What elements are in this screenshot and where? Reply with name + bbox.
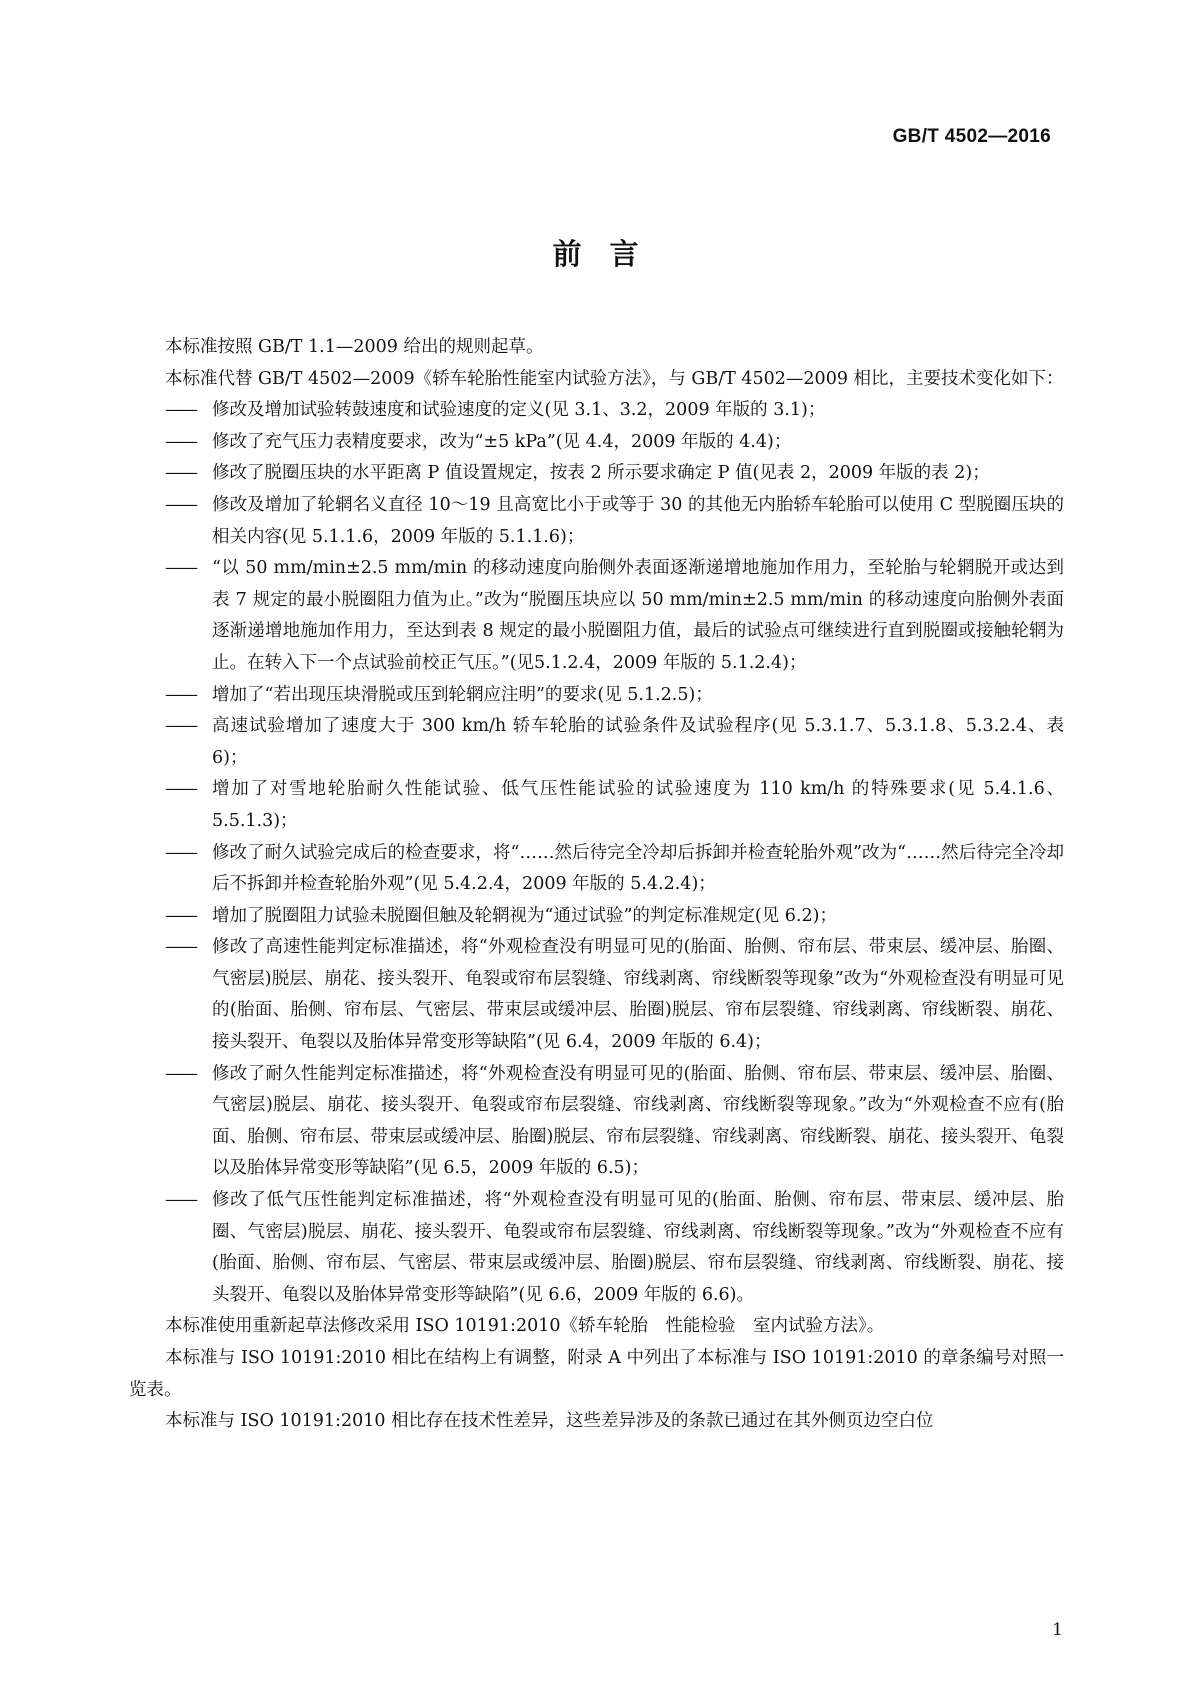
dash-marker: —— — [165, 463, 196, 484]
change-item — [129, 711, 1064, 774]
change-item — [129, 1185, 1064, 1311]
change-item — [129, 932, 1064, 1058]
change-item — [129, 774, 1064, 837]
dash-marker: —— — [165, 558, 196, 579]
document-body — [129, 332, 1064, 1438]
change-list — [129, 395, 1064, 1311]
change-item — [129, 1059, 1064, 1185]
change-item-text: “以 50 mm/min±2.5 mm/min 的移动速度向胎侧外表面逐渐递增地施加作用力，至轮胎与轮辋脱开或达到表 7 规定的最小脱圈阻力值为止。”改为“脱圈压块应以 50 mm/min±2.5 mm/min 的移动速度向胎侧外表面逐渐递增地施加作用力，至达到表 8 规定的最小脱圈阻力值，最后的试验点可继续进行直到脱圈或接触轮辋为止。在转入下一个点试验前校正气压。”(见5.1.2.4，2009 年版的 5.1.2.4)； — [212, 558, 1064, 673]
change-item — [129, 680, 1064, 712]
change-item — [129, 901, 1064, 933]
change-item-text: 增加了“若出现压块滑脱或压到轮辋应注明”的要求(见 5.1.2.5)； — [212, 684, 713, 705]
change-item-text: 修改了充气压力表精度要求，改为“±5 kPa”(见 4.4，2009 年版的 4.4)； — [212, 431, 792, 452]
change-item — [129, 427, 1064, 459]
change-item-text: 修改及增加试验转鼓速度和试验速度的定义(见 3.1、3.2，2009 年版的 3.1)； — [212, 400, 826, 421]
change-item — [129, 838, 1064, 901]
change-item-text: 修改了耐久性能判定标准描述，将“外观检查没有明显可见的(胎面、胎侧、帘布层、带束层、缓冲层、胎圈、气密层)脱层、崩花、接头裂开、龟裂或帘布层裂缝、帘线剥离、帘线断裂等现象。”改为“外观检查不应有(胎面、胎侧、帘布层、带束层或缓冲层、胎圈)脱层、帘布层裂缝、帘线剥离、帘线断裂、崩花、接头裂开、龟裂以及胎体异常变形等缺陷”(见 6.5，2009 年版的 6.5)； — [212, 1063, 1064, 1179]
change-item — [129, 395, 1064, 427]
change-item-text: 修改了耐久试验完成后的检查要求，将“……然后待完全冷却后拆卸并检查轮胎外观”改为“……然后待完全冷却后不拆卸并检查轮胎外观”(见 5.4.2.4，2009 年版的 5.4.2.4)； — [212, 842, 1064, 895]
change-item — [129, 553, 1064, 679]
dash-marker: —— — [165, 494, 196, 515]
paragraph-drafting-rules: 本标准按照 GB/T 1.1—2009 给出的规则起草。 — [165, 337, 544, 357]
change-item-text: 高速试验增加了速度大于 300 km/h 轿车轮胎的试验条件及试验程序(见 5.3.1.7、5.3.1.8、5.3.2.4、表 6)； — [212, 716, 1064, 768]
dash-marker: —— — [165, 1190, 196, 1211]
change-item-text: 修改了高速性能判定标准描述，将“外观检查没有明显可见的(胎面、胎侧、帘布层、带束层、缓冲层、胎圈、气密层)脱层、崩花、接头裂开、龟裂或帘布层裂缝、帘线剥离、帘线断裂等现象”改为“外观检查没有明显可见的(胎面、胎侧、帘布层、气密层、带束层或缓冲层、胎圈)脱层、帘布层裂缝、帘线剥离、帘线断裂、崩花、接头裂开、龟裂以及胎体异常变形等缺陷”(见 6.4，2009 年版的 6.4)； — [212, 937, 1064, 1053]
dash-marker: —— — [165, 842, 196, 863]
change-item — [129, 458, 1064, 490]
paragraph-replacement: 本标准代替 GB/T 4502—2009《轿车轮胎性能室内试验方法》，与 GB/T 4502—2009 相比，主要技术变化如下： — [165, 368, 1064, 389]
dash-marker: —— — [165, 684, 196, 705]
dash-marker: —— — [165, 716, 196, 737]
dash-marker: —— — [165, 400, 196, 421]
paragraph-adoption: 本标准使用重新起草法修改采用 ISO 10191:2010《轿车轮胎 性能检验 室内试验方法》。 — [165, 1316, 885, 1337]
paragraph-technical-differences: 本标准与 ISO 10191:2010 相比存在技术性差异，这些差异涉及的条款已通过在其外侧页边空白位 — [165, 1411, 934, 1432]
change-item-text: 修改了低气压性能判定标准描述，将“外观检查没有明显可见的(胎面、胎侧、帘布层、带束层、缓冲层、胎圈、气密层)脱层、崩花、接头裂开、龟裂或帘布层裂缝、帘线剥离、帘线断裂等现象。”改为“外观检查不应有(胎面、胎侧、帘布层、气密层、带束层或缓冲层、胎圈)脱层、帘布层裂缝、帘线剥离、帘线断裂、崩花、接头裂开、龟裂以及胎体异常变形等缺陷”(见 6.6，2009 年版的 6.6)。 — [212, 1190, 1064, 1305]
change-item — [129, 490, 1064, 553]
page-title: 前言 — [552, 237, 667, 271]
change-item-text: 修改及增加了轮辋名义直径 10～19 且高宽比小于或等于 30 的其他无内胎轿车轮胎可以使用 C 型脱圈压块的相关内容(见 5.1.1.6，2009 年版的 5.1.1.6)； — [212, 494, 1064, 547]
dash-marker: —— — [165, 779, 196, 800]
paragraph-structure: 本标准与 ISO 10191:2010 相比在结构上有调整，附录 A 中列出了本标准与 ISO 10191:2010 的章条编号对照一览表。 — [129, 1348, 1064, 1400]
change-item-text: 增加了脱圈阻力试验未脱圈但触及轮辋视为“通过试验”的判定标准规定(见 6.2)； — [212, 905, 837, 926]
dash-marker: —— — [165, 905, 196, 926]
change-item-text: 增加了对雪地轮胎耐久性能试验、低气压性能试验的试验速度为 110 km/h 的特殊要求(见 5.4.1.6、5.5.1.3)； — [212, 779, 1064, 831]
change-item-text: 修改了脱圈压块的水平距离 P 值设置规定，按表 2 所示要求确定 P 值(见表 2，2009 年版的表 2)； — [212, 463, 990, 484]
standard-code: GB/T 4502—2016 — [892, 126, 1051, 147]
page-number: 1 — [1052, 1620, 1063, 1640]
dash-marker: —— — [165, 431, 196, 452]
dash-marker: —— — [165, 1063, 196, 1084]
dash-marker: —— — [165, 937, 196, 958]
